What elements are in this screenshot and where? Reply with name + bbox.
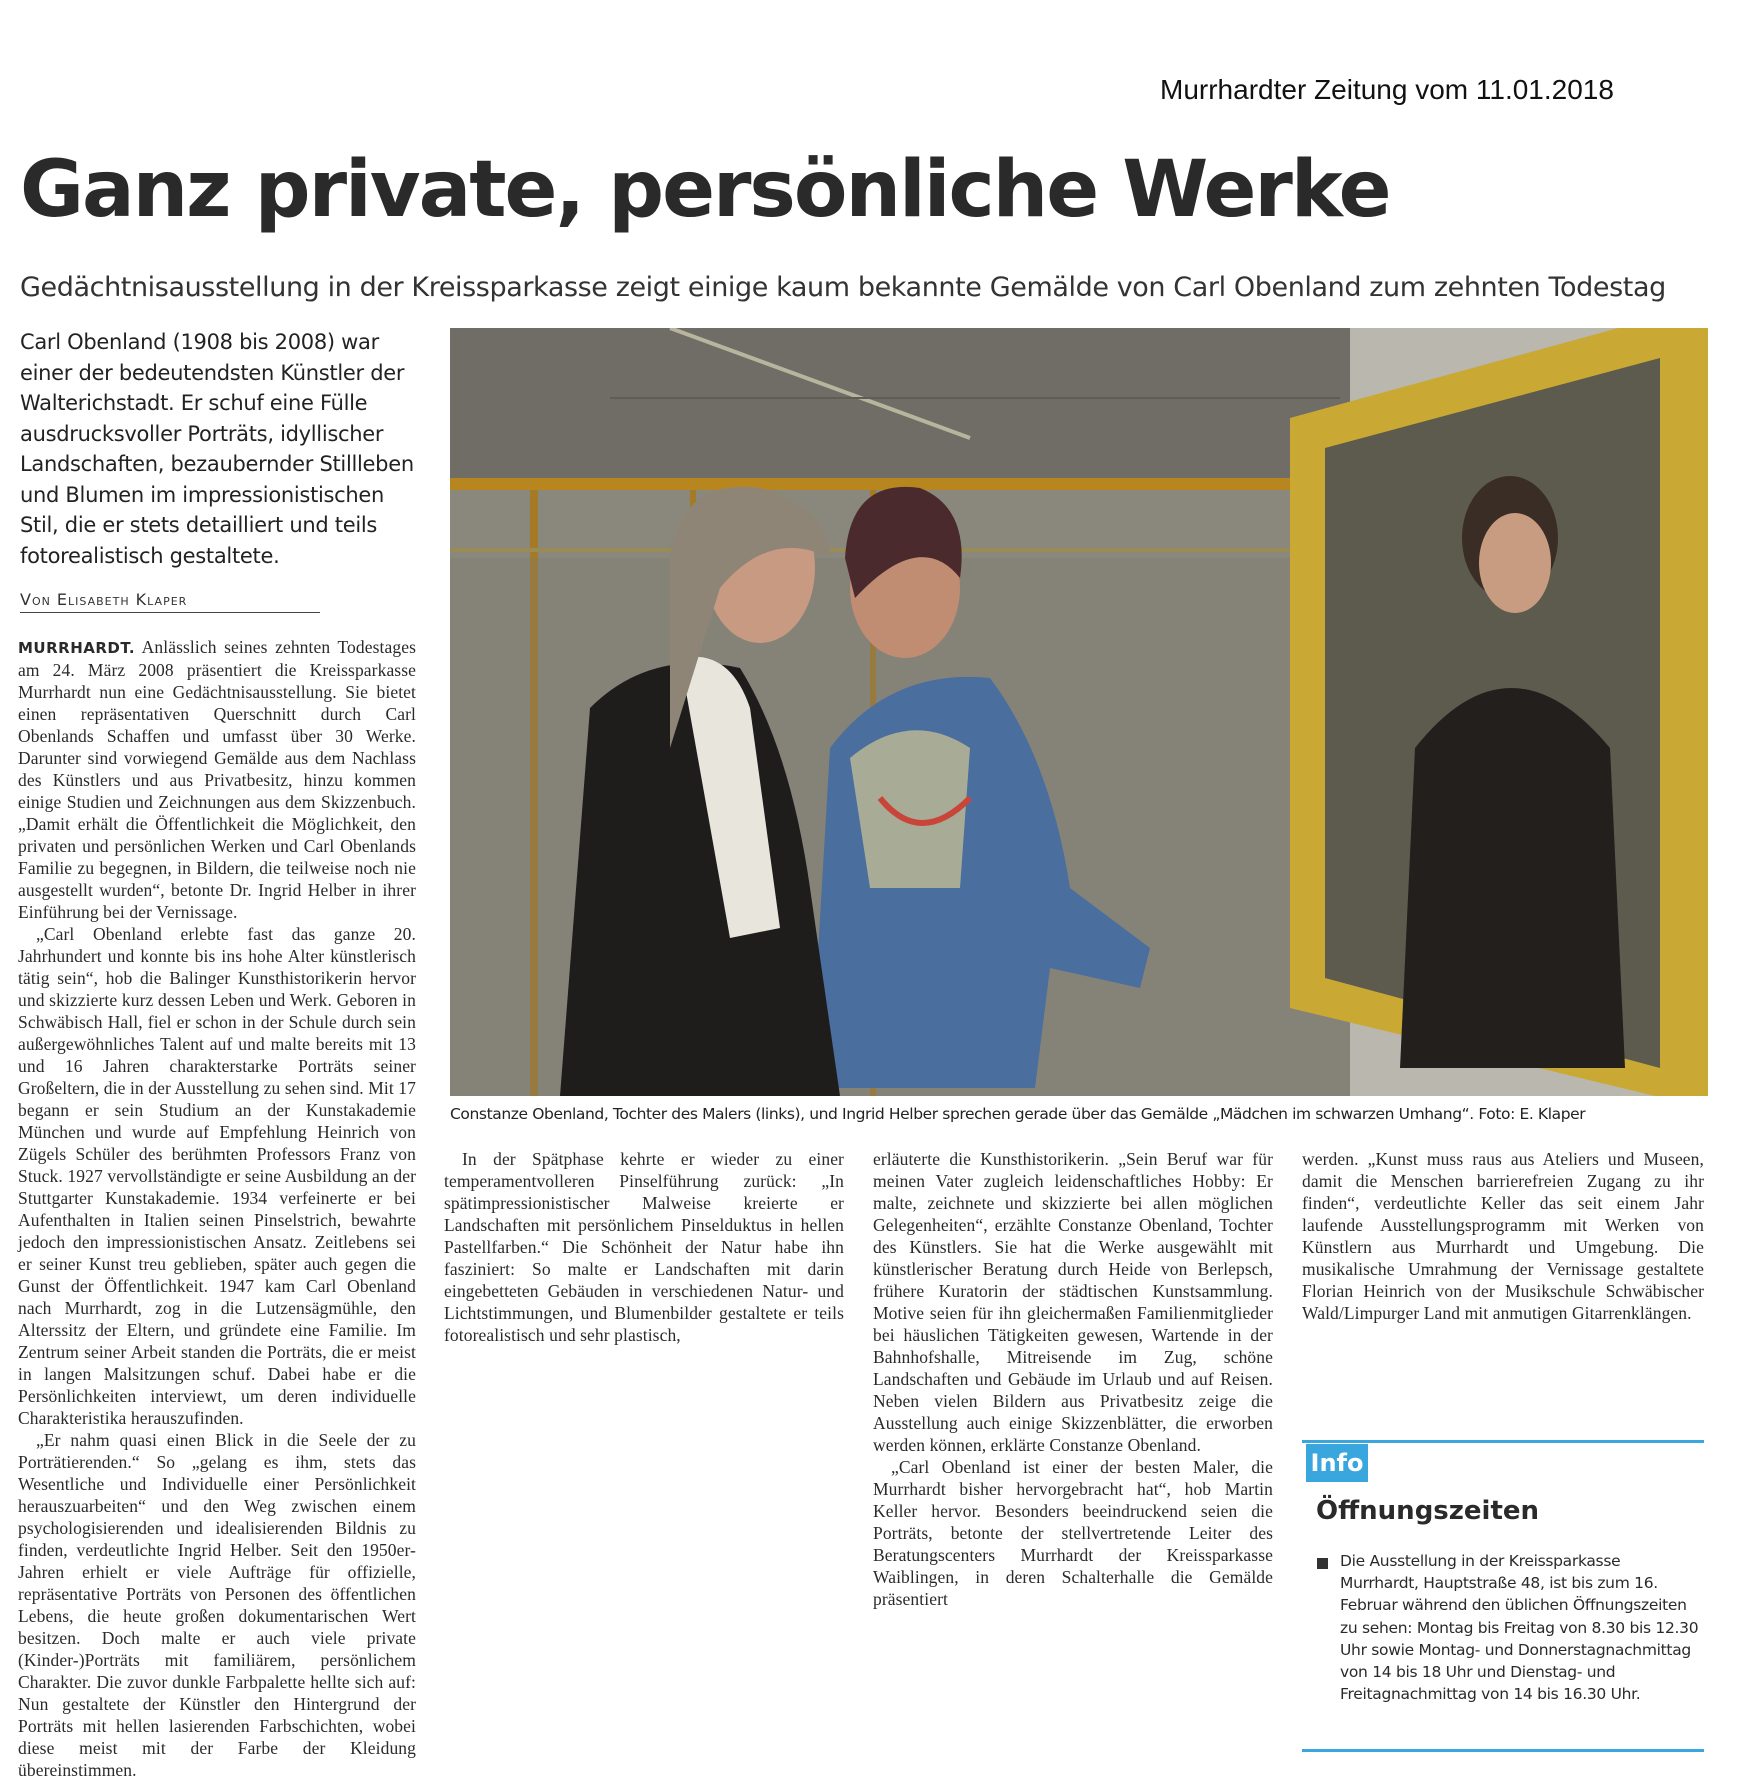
body-paragraph-4: In der Spätphase kehrte er wieder zu einer temperamentvolleren Pinselführung zurück: „In spätimpressionistischer Malweise kreierte er Landschaften mit persönlichem Pinselduktus in hellen Pastellfarben.“ Die Schönheit der Natur habe ihn fasziniert: So malte er Landschaften mit darin eingebetteten Gebäuden in verschiedenen Natur- und Lichtstimmungen, und Blumenbilder gestaltete er teils fotorealistisch und sehr plastisch, [444,1149,844,1345]
article-headline: Ganz private, persönliche Werke [20,145,1390,235]
bullet-icon [1317,1558,1328,1569]
article-column-1 [18,636,416,1780]
info-box-title: Öffnungszeiten [1316,1496,1540,1526]
article-column-4 [1302,1148,1704,1418]
body-paragraph-6: „Carl Obenland ist einer der besten Maler, die Murrhardt bisher hervorgebracht hat“, hob Martin Keller hervor. Besonders beeindruckend seien die Porträts, betonte der stellvertretende Leiter des Beratungscenters Murrhardt der Kreissparkasse Waiblingen, in deren Schalterhalle die Gemälde präsentiert [873,1457,1273,1609]
body-paragraph-2: „Carl Obenland erlebte fast das ganze 20. Jahrhundert und konnte bis ins hohe Alter künstlerisch tätig sein“, hob die Balinger Kunsthistorikerin hervor und skizzierte kurz dessen Leben und Werk. Geboren in Schwäbisch Hall, fiel er schon in der Schule durch sein außergewöhnliches Talent auf und malte bereits mit 13 und 16 Jahren charakterstarke Porträts seiner Großeltern, die in der Ausstellung zu sehen sind. Mit 17 begann er sein Studium an der Kunstakademie München und wurde auf Empfehlung Heinrich von Zügels Schüler des berühmten Professors Franz von Stuck. 1927 vervollständigte er seine Ausbildung an der Stuttgarter Kunstakademie. 1934 verfeinerte er bei Aufenthalten in Italien seinen Pinselstrich, bewahrte jedoch den impressionistischen Ansatz. Zeitlebens sei er seiner Kunst treu geblieben, später auch gegen die Gunst der Öffentlichkeit. 1947 kam Carl Obenland nach Murrhardt, zog in die Lutzensägmühle, den Alterssitz der Eltern, und gründete eine Familie. Im Zentrum seiner Arbeit standen die Porträts, die er meist in langen Malsitzungen schuf. Dabei habe er die Persönlichkeiten interviewt, um deren individuelle Charakteristika herauszufinden. [18,924,416,1428]
article-subheadline: Gedächtnisausstellung in der Kreissparkasse zeigt einige kaum bekannte Gemälde von Carl Obenland zum zehnten Todestag [20,272,1666,303]
article-byline: Von Elisabeth Klaper [20,590,320,613]
article-photo [450,328,1708,1096]
info-box-text: Die Ausstellung in der Kreissparkasse Murrhardt, Hauptstraße 48, ist bis zum 16. Februar während den üblichen Öffnungszeiten zu sehen: Montag bis Freitag von 8.30 bis 12.30 Uhr sowie Montag- und Donnerstagnachmittag von 14 bis 18 Uhr und Dienstag- und Freitagnachmittag von 14 bis 16.30 Uhr. [1340,1552,1699,1704]
info-box-bottom-rule [1302,1749,1704,1752]
body-paragraph-7: werden. „Kunst muss raus aus Ateliers und Museen, damit die Menschen barrierefreien Zugang zu ihr finden“, verdeutlichte Keller das seit einem Jahr laufende Ausstellungsprogramm mit Werken von Künstlern aus Murrhardt und Umgebung. Die musikalische Umrahmung der Vernissage gestaltete Florian Heinrich von der Musikschule Schwäbischer Wald/Limpurger Land mit anmutigen Gitarrenklängen. [1302,1149,1704,1323]
article-column-3 [873,1148,1273,1758]
dateline: MURRHARDT. [18,639,136,657]
article-lead: Carl Obenland (1908 bis 2008) war einer der bedeutendsten Künstler der Walterichstadt. Er schuf eine Fülle ausdrucksvoller Porträts, idyllischer Landschaften, bezaubernder Stillleben und Blumen im impressionistischen Stil, die er stets detailliert und teils fotorealistisch gestaltete. [20,330,414,568]
body-paragraph-1: Anlässlich seines zehnten Todestages am 24. März 2008 präsentiert die Kreissparkasse Murrhardt nun eine Gedächtnisausstellung. Sie bietet einen repräsentativen Querschnitt durch Carl Obenlands Schaffen und umfasst über 30 Werke. Darunter sind vorwiegend Gemälde aus dem Nachlass des Künstlers und aus Privatbesitz, hinzu kommen einige Studien und Zeichnungen aus dem Skizzenbuch. „Damit erhält die Öffentlichkeit die Möglichkeit, den privaten und persönlichen Werken und Carl Obenlands Familie zu begegnen, in Bildern, die teilweise noch nie ausgestellt wurden“, betonte Dr. Ingrid Helber in ihrer Einführung bei der Vernissage. [18,637,416,922]
info-box-top-rule [1302,1440,1704,1443]
body-paragraph-3: „Er nahm quasi einen Blick in die Seele der zu Porträtierenden.“ So „gelang es ihm, stets das Wesentliche und Individuelle einer Persönlichkeit herauszuarbeiten“ und den Weg zwischen einem psychologisierenden und idealisierenden Bildnis zu finden, verdeutlichte Ingrid Helber. Seit den 1950er-Jahren erhielt er viele Aufträge für offizielle, repräsentative Porträts von Personen des öffentlichen Lebens, die heute großen dokumentarischen Wert besitzen. Doch malte er auch viele private (Kinder-)Porträts mit familiärem, persönlichem Charakter. Die zuvor dunkle Farbpalette hellte sich auf: Nun gestaltete der Künstler den Hintergrund der Porträts mit hellen lasierenden Farbschichten, wobei diese meist mit der Farbe der Kleidung übereinstimmen. [18,1430,416,1780]
photo-exhibition-scene [450,328,1708,1096]
source-line: Murrhardter Zeitung vom 11.01.2018 [1160,74,1614,105]
body-paragraph-5: erläuterte die Kunsthistorikerin. „Sein Beruf war für meinen Vater zugleich leidenschaftliches Hobby: Er malte, zeichnete und skizzierte bei allen möglichen Gelegenheiten“, erzählte Constanze Obenland, Tochter des Künstlers. Sie hat die Werke ausgewählt mit künstlerischer Beratung durch Heide von Berlepsch, frühere Kuratorin der städtischen Kunstsammlung. Motive seien für ihn gleichermaßen Familienmitglieder bei häuslichen Tätigkeiten gewesen, Wartende in der Bahnhofshalle, Mitreisende im Zug, schöne Landschaften und Gebäude im Urlaub und auf Reisen. Neben vielen Bildern aus Privatbesitz zeige die Ausstellung auch einige Skizzenblätter, die erworben werden können, erklärte Constanze Obenland. [873,1149,1273,1455]
article-column-2 [444,1148,844,1758]
photo-caption: Constanze Obenland, Tochter des Malers (links), und Ingrid Helber sprechen gerade über das Gemälde „Mädchen im schwarzen Umhang“. Foto: E. Klaper [450,1105,1586,1123]
info-badge: Info [1306,1444,1368,1482]
